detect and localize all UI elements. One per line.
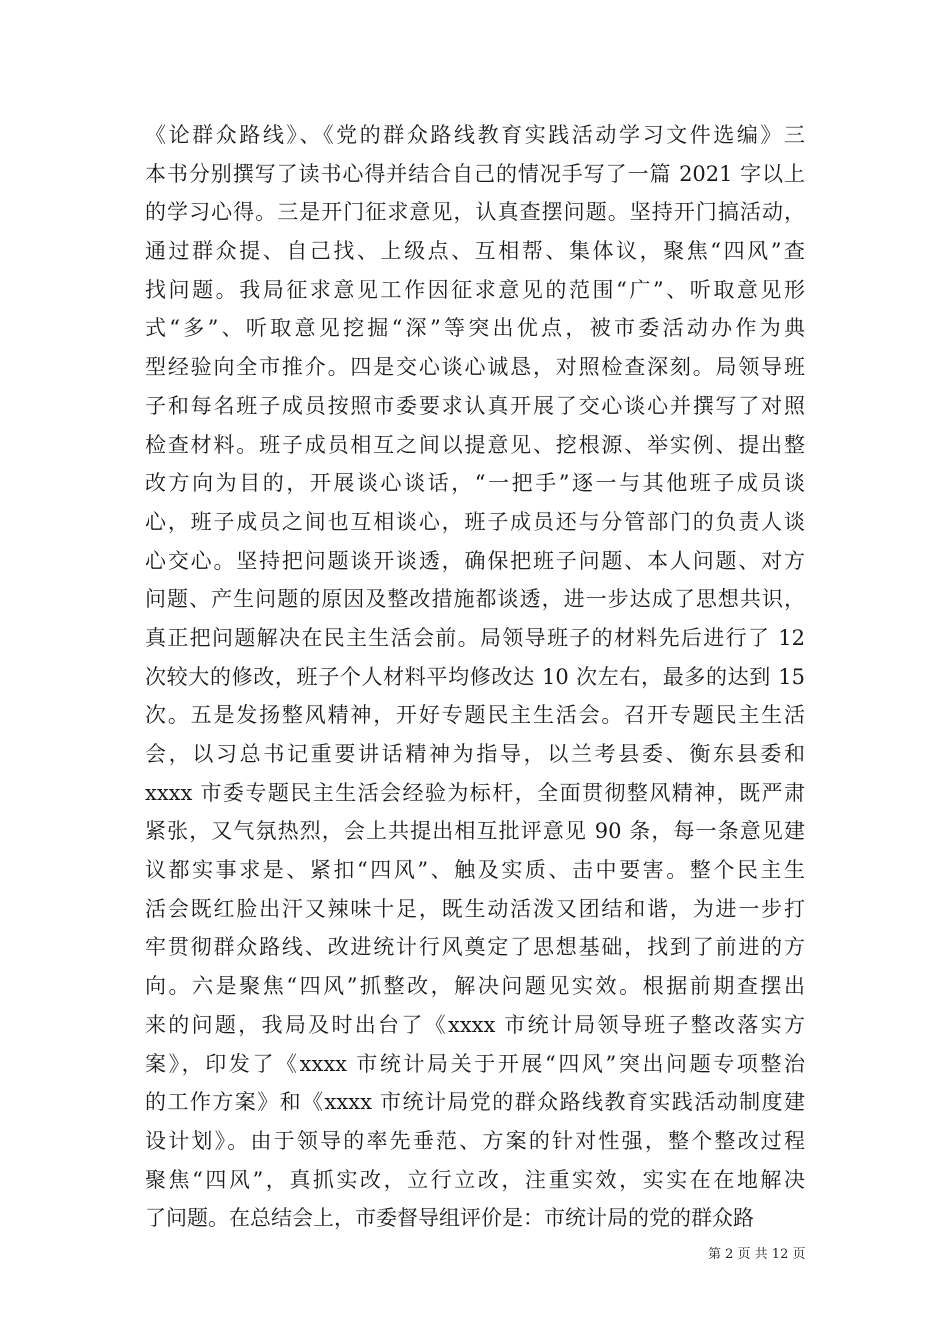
text-line: 来的问题，我局及时出台了《xxxx 市统计局领导班子整改落实方 [145, 1012, 805, 1037]
text-line: 子和每名班子成员按照市委要求认真开展了交心谈心并撰写了对照 [145, 393, 805, 418]
text-line: 案》，印发了《xxxx 市统计局关于开展“四风”突出问题专项整治 [145, 1051, 805, 1076]
body-text [145, 116, 805, 1238]
text-line: 议都实事求是、紧扣“四风”、触及实质、击中要害。整个民主生 [145, 858, 805, 883]
text-line: 《论群众路线》、《党的群众路线教育实践活动学习文件选编》三 [145, 123, 805, 147]
text-line: 型经验向全市推介。四是交心谈心诚恳，对照检查深刻。局领导班 [145, 355, 805, 380]
text-line: 本书分别撰写了读书心得并结合自己的情况手写了一篇 2021 字以上 [145, 161, 805, 186]
text-line: 通过群众提、自己找、上级点、互相帮、集体议，聚焦“四风”查 [145, 239, 805, 264]
text-line: 心交心。坚持把问题谈开谈透，确保把班子问题、本人问题、对方 [145, 548, 805, 573]
text-line: 次。五是发扬整风精神，开好专题民主生活会。召开专题民主生活 [145, 703, 805, 728]
text-line: 了问题。在总结会上，市委督导组评价是：市统计局的党的群众路 [145, 1206, 754, 1231]
text-line: 设计划》。由于领导的率先垂范、方案的针对性强，整个整改过程 [145, 1128, 805, 1153]
text-line: 检查材料。班子成员相互之间以提意见、挖根源、举实例、提出整 [145, 432, 805, 457]
text-line: 次较大的修改，班子个人材料平均修改达 10 次左右，最多的达到 15 [145, 664, 805, 689]
text-line: 改方向为目的，开展谈心谈话，“一把手”逐一与其他班子成员谈 [145, 471, 805, 496]
text-line: 活会既红脸出汗又辣味十足，既生动活泼又团结和谐，为进一步打 [145, 896, 805, 921]
text-line: 的工作方案》和《xxxx 市统计局党的群众路线教育实践活动制度建 [145, 1090, 805, 1115]
text-line: 牢贯彻群众路线、改进统计行风奠定了思想基础，找到了前进的方 [145, 935, 805, 960]
text-line: 真正把问题解决在民主生活会前。局领导班子的材料先后进行了 12 [145, 625, 805, 650]
text-line: xxxx 市委专题民主生活会经验为标杆，全面贯彻整风精神，既严肃 [145, 780, 805, 805]
text-line: 紧张，又气氛热烈，会上共提出相互批评意见 90 条，每一条意见建 [145, 819, 805, 844]
text-line: 心，班子成员之间也互相谈心，班子成员还与分管部门的负责人谈 [145, 509, 805, 534]
text-line: 找问题。我局征求意见工作因征求意见的范围“广”、听取意见形 [145, 277, 805, 302]
text-line: 问题、产生问题的原因及整改措施都谈透，进一步达成了思想共识， [145, 587, 805, 612]
text-line: 式“多”、听取意见挖掘“深”等突出优点，被市委活动办作为典 [145, 316, 805, 341]
text-line: 会，以习总书记重要讲话精神为指导，以兰考县委、衡东县委和 [145, 742, 805, 766]
text-line: 聚焦“四风”，真抓实改，立行立改，注重实效，实实在在地解决 [145, 1167, 805, 1192]
text-line: 向。六是聚焦“四风”抓整改，解决问题见实效。根据前期查摆出 [145, 974, 805, 999]
text-line: 的学习心得。三是开门征求意见，认真查摆问题。坚持开门搞活动， [145, 200, 805, 225]
page-number-footer: 第 2 页 共 12 页 [708, 1247, 806, 1262]
